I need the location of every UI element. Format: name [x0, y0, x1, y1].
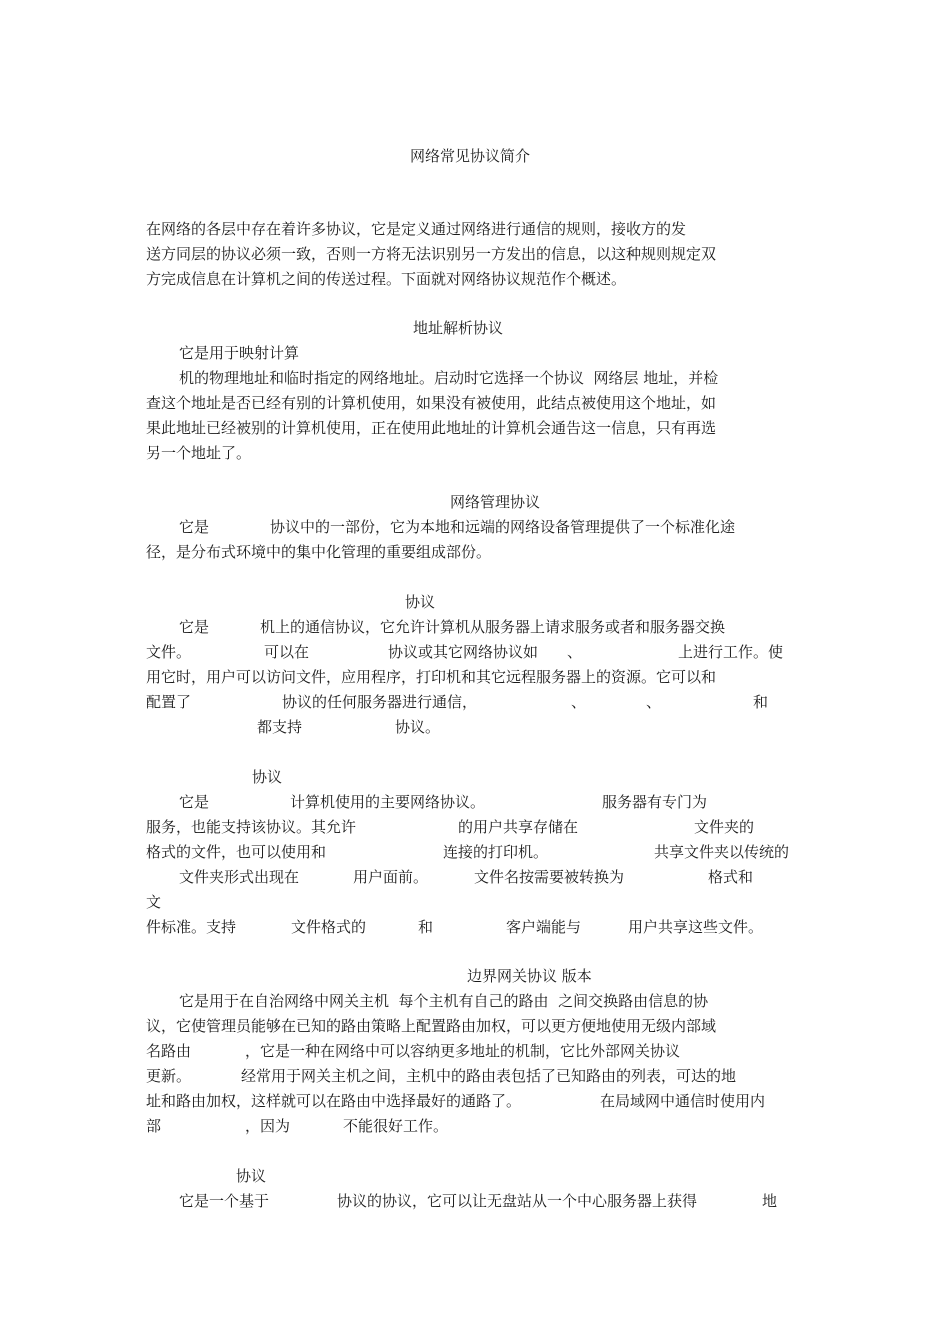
intro-line: 方完成信息在计算机之间的传送过程。下面就对网络协议规范作个概述。: [146, 270, 627, 288]
paragraph-fragment: 件标准。支持: [146, 918, 237, 936]
paragraph-line: 议，它使管理员能够在已知的路由策略上配置路由加权，可以更方便地使用无级内部域: [146, 1017, 717, 1035]
paragraph-line: 它是用于在自治网络中网关主机 每个主机有自己的路由 之间交换路由信息的协: [179, 992, 709, 1010]
paragraph-fragment: 配置了: [146, 693, 192, 711]
paragraph-fragment: 上进行工作。使: [678, 643, 784, 661]
paragraph-fragment: 格式和: [708, 868, 754, 886]
paragraph-fragment: 计算机使用的主要网络协议。: [290, 793, 486, 811]
paragraph-fragment: 更新。: [146, 1067, 192, 1085]
paragraph-fragment: 它是一个基于: [179, 1192, 270, 1210]
paragraph-fragment: 用户共享这些文件。: [628, 918, 764, 936]
section-heading-snmp: 网络管理协议: [450, 493, 541, 511]
paragraph-fragment: 、: [571, 693, 587, 711]
page-title: 网络常见协议简介: [410, 147, 531, 165]
paragraph-line: 查这个地址是否已经有别的计算机使用，如果没有被使用，此结点被使用这个地址，如: [146, 394, 717, 412]
paragraph-fragment: 的用户共享存储在: [458, 818, 579, 836]
paragraph-fragment: 和: [418, 918, 434, 936]
paragraph-fragment: 地: [762, 1192, 778, 1210]
paragraph-line: 机的物理地址和临时指定的网络地址。启动时它选择一个协议 网络层 地址，并检: [179, 369, 719, 387]
paragraph-fragment: 协议的任何服务器进行通信，: [282, 693, 478, 711]
paragraph-fragment: 共享文件夹以传统的: [654, 843, 790, 861]
paragraph-fragment: 服务器有专门为: [602, 793, 708, 811]
paragraph-fragment: 它是: [179, 793, 210, 811]
paragraph-fragment: 客户端能与: [506, 918, 582, 936]
section-heading: 协议: [252, 768, 283, 786]
section-heading-bgp: 边界网关协议 版本: [467, 967, 592, 985]
section-heading: 协议: [236, 1167, 267, 1185]
paragraph-fragment: 协议中的一部份，它为本地和远端的网络设备管理提供了一个标准化途: [270, 518, 736, 536]
paragraph-line: 果此地址已经被别的计算机使用，正在使用此地址的计算机会通告这一信息，只有再选: [146, 419, 717, 437]
intro-line: 在网络的各层中存在着许多协议，它是定义通过网络进行通信的规则，接收方的发: [146, 220, 687, 238]
paragraph-fragment: 它是: [179, 618, 210, 636]
paragraph-fragment: 、: [646, 693, 662, 711]
paragraph-fragment: 都支持: [257, 718, 303, 736]
intro-line: 送方同层的协议必须一致，否则一方将无法识别另一方发出的信息，以这种规则规定双: [146, 245, 717, 263]
paragraph-fragment: 可以在: [264, 643, 310, 661]
section-heading-arp: 地址解析协议: [413, 319, 504, 337]
paragraph-fragment: 经常用于网关主机之间，主机中的路由表包括了已知路由的列表，可达的地: [241, 1067, 737, 1085]
paragraph-fragment: 服务，也能支持该协议。其允许: [146, 818, 357, 836]
paragraph-fragment: 格式的文件，也可以使用和: [146, 843, 327, 861]
paragraph-fragment: ，因为: [245, 1117, 291, 1135]
paragraph-fragment: 文件。: [146, 643, 192, 661]
paragraph-fragment: 文件格式的: [291, 918, 367, 936]
paragraph-fragment: 文件夹的: [694, 818, 755, 836]
paragraph-fragment: 、: [567, 643, 583, 661]
paragraph-fragment: 文件名按需要被转换为: [474, 868, 625, 886]
paragraph-fragment: 协议或其它网络协议如: [388, 643, 539, 661]
paragraph-fragment: 不能很好工作。: [343, 1117, 449, 1135]
paragraph-line: 径，是分布式环境中的集中化管理的重要组成部份。: [146, 543, 492, 561]
paragraph-fragment: 名路由: [146, 1042, 192, 1060]
paragraph-fragment: 在局域网中通信时使用内: [600, 1092, 766, 1110]
paragraph-fragment: 和: [753, 693, 769, 711]
paragraph-fragment: 它是: [179, 518, 210, 536]
paragraph-fragment: 协议。: [395, 718, 441, 736]
section-heading: 协议: [405, 593, 436, 611]
paragraph-fragment: 机上的通信协议，它允许计算机从服务器上请求服务或者和服务器交换: [260, 618, 726, 636]
paragraph-fragment: 部: [146, 1117, 162, 1135]
paragraph-fragment: 连接的打印机。: [443, 843, 549, 861]
paragraph-line: 用它时，用户可以访问文件，应用程序，打印机和其它远程服务器上的资源。它可以和: [146, 668, 717, 686]
paragraph-line: 另一个地址了。: [146, 444, 252, 462]
paragraph-fragment: 文件夹形式出现在: [179, 868, 300, 886]
paragraph-line: 它是用于映射计算: [179, 344, 300, 362]
paragraph-fragment: 址和路由加权，这样就可以在路由中选择最好的通路了。: [146, 1092, 522, 1110]
paragraph-fragment: 文: [146, 893, 162, 911]
paragraph-fragment: ，它是一种在网络中可以容纳更多地址的机制，它比外部网关协议: [245, 1042, 681, 1060]
paragraph-fragment: 协议的协议，它可以让无盘站从一个中心服务器上获得: [337, 1192, 698, 1210]
paragraph-fragment: 用户面前。: [353, 868, 429, 886]
